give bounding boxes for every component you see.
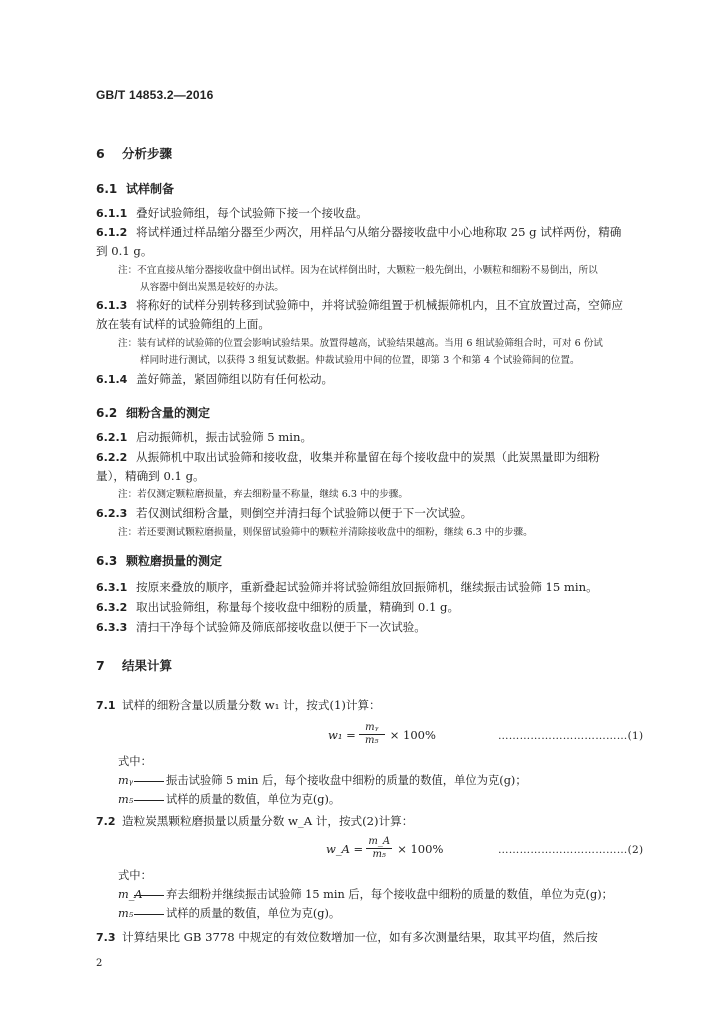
formula-lhs: w₁ =: [328, 727, 356, 742]
where-block-1: [118, 752, 527, 809]
note-line: 注：装有试样的试验筛的位置会影响试验结果。放置得越高，试验结果越高。当用 6 组试验筛组合时，可对 6 份试: [118, 338, 603, 349]
formula-numerator: mᵧ: [365, 722, 379, 733]
clause-text: 将试样通过样品缩分器至少两次，用样品勺从缩分器接收盘中小心地称取 25 g 试样两份，精确: [136, 225, 622, 239]
formula-denominator: m₅: [372, 849, 386, 860]
equation-number-1: ………………………………(1): [498, 730, 644, 742]
symbol: mᵧ: [118, 774, 133, 787]
definition-text: 试样的质量的数值，单位为克(g)。: [166, 907, 341, 920]
clause-number: 6.1.2: [96, 226, 128, 239]
clause-number: 7.3: [96, 931, 116, 944]
em-dash: [134, 781, 164, 782]
definition-line: [118, 771, 527, 790]
clause-7-2: [96, 812, 656, 831]
clause-text: 启动振筛机，振击试验筛 5 min。: [136, 430, 313, 444]
section-title: 颗粒磨损量的测定: [126, 554, 223, 568]
clause-number: 6.2.3: [96, 507, 128, 520]
clause-7-3: [96, 928, 656, 947]
symbol: m₅: [118, 907, 134, 920]
definition-line: [118, 885, 613, 904]
section-title: 分析步骤: [122, 146, 173, 161]
clause-text: 试样的细粉含量以质量分数 w₁ 计，按式(1)计算：: [122, 698, 381, 712]
where-label: 式中：: [118, 869, 152, 882]
section-7-heading: [96, 656, 172, 674]
definition-text: 振击试验筛 5 min 后，每个接收盘中细粉的质量的数值，单位为克(g)；: [166, 774, 527, 787]
clause-number: 7.2: [96, 815, 116, 828]
formula-lhs: w_A =: [326, 841, 364, 856]
note-line: 注：不宜直接从缩分器接收盘中倒出试样。因为在试样倒出时，大颗粒一般先倒出，小颗粒和细粉不易倒出，所以: [118, 265, 598, 276]
formula-2: [326, 836, 443, 861]
section-title: 细粉含量的测定: [126, 406, 211, 420]
section-number: 6: [96, 146, 105, 161]
clause-number: 6.3.1: [96, 581, 128, 594]
clause-6-2-3: [96, 504, 656, 523]
clause-6-3-1: [96, 578, 656, 597]
em-dash: [134, 800, 164, 801]
definition-line: [118, 904, 613, 923]
formula-tail: × 100%: [389, 727, 436, 742]
clause-text: 清扫干净每个试验筛及筛底部接收盘以便于下一次试验。: [136, 620, 426, 634]
note-6-2-2: [118, 486, 656, 503]
definition-line: [118, 790, 527, 809]
clause-number: 6.1.4: [96, 373, 128, 386]
em-dash: [134, 895, 164, 896]
section-6-1-heading: [96, 180, 174, 197]
section-number: 6.3: [96, 554, 118, 568]
clause-text: 若仅测试细粉含量，则倒空并清扫每个试验筛以便于下一次试验。: [136, 506, 473, 520]
section-6-3-heading: [96, 552, 222, 569]
where-block-2: [118, 866, 613, 923]
note-line: 样同时进行测试，以获得 3 组复试数据。仲裁试验用中间的位置，即第 3 个和第 4 个试验筛间的位置。: [140, 355, 580, 366]
note-6-1-3: [118, 335, 656, 369]
clause-text: 叠好试验筛组，每个试验筛下接一个接收盘。: [136, 206, 368, 220]
clause-number: 7.1: [96, 699, 116, 712]
clause-6-1-4: [96, 370, 656, 389]
definition-text: 弃去细粉并继续振击试验筛 15 min 后，每个接收盘中细粉的质量的数值，单位为克(g)；: [166, 888, 613, 901]
formula-1: [328, 722, 436, 747]
clause-number: 6.1.1: [96, 207, 128, 220]
formula-fraction: [359, 722, 385, 747]
formula-denominator: m₅: [365, 735, 379, 746]
clause-text-continued: 量），精确到 0.1 g。: [96, 469, 205, 483]
formula-tail: × 100%: [397, 841, 444, 856]
clause-text: 盖好筛盖，紧固筛组以防有任何松动。: [136, 372, 334, 386]
formula-fraction: [366, 836, 392, 861]
em-dash: [134, 914, 164, 915]
section-6-2-heading: [96, 404, 210, 421]
section-number: 7: [96, 658, 105, 673]
clause-6-1-1: [96, 204, 656, 223]
where-label: 式中：: [118, 755, 152, 768]
clause-6-3-2: [96, 598, 656, 617]
section-number: 6.1: [96, 182, 118, 196]
clause-6-2-1: [96, 428, 656, 447]
page-number: 2: [96, 958, 103, 969]
formula-numerator: m_A: [368, 836, 391, 847]
clause-6-2-2: [96, 448, 656, 486]
clause-number: 6.2.2: [96, 451, 128, 464]
standard-number: GB/T 14853.2—2016: [96, 88, 214, 102]
clause-number: 6.2.1: [96, 431, 128, 444]
section-number: 6.2: [96, 406, 118, 420]
clause-6-1-2: [96, 223, 656, 261]
symbol: m_A: [118, 888, 143, 901]
section-title: 结果计算: [122, 658, 173, 673]
section-6-heading: [96, 144, 172, 162]
definition-text: 试样的质量的数值，单位为克(g)。: [166, 793, 341, 806]
symbol: m₅: [118, 793, 134, 806]
clause-number: 6.3.2: [96, 601, 128, 614]
note-6-2-3: [118, 524, 656, 541]
clause-7-1: [96, 696, 656, 715]
clause-text: 取出试验筛组，称量每个接收盘中细粉的质量，精确到 0.1 g。: [136, 600, 460, 614]
clause-text: 按原来叠放的顺序，重新叠起试验筛并将试验筛组放回振筛机，继续振击试验筛 15 min。: [136, 580, 598, 594]
clause-text: 将称好的试样分别转移到试验筛中，并将试验筛组置于机械振筛机内，且不宜放置过高，空筛应: [136, 298, 623, 312]
clause-number: 6.3.3: [96, 621, 128, 634]
clause-6-3-3: [96, 618, 656, 637]
note-6-1-2: [118, 262, 656, 296]
clause-text-continued: 到 0.1 g。: [96, 244, 153, 258]
clause-text: 计算结果比 GB 3778 中规定的有效位数增加一位，如有多次测量结果，取其平均值，然后按: [122, 930, 598, 944]
note-line: 注：若还要测试颗粒磨损量，则保留试验筛中的颗粒并清除接收盘中的细粉，继续 6.3 中的步骤。: [118, 527, 533, 538]
note-line: 注：若仅测定颗粒磨损量，弃去细粉量不称量，继续 6.3 中的步骤。: [118, 489, 408, 500]
clause-number: 6.1.3: [96, 299, 128, 312]
clause-text-continued: 放在装有试样的试验筛组的上面。: [96, 317, 270, 331]
clause-text: 从振筛机中取出试验筛和接收盘，收集并称量留在每个接收盘中的炭黑（此炭黑量即为细粉: [136, 450, 600, 464]
note-line: 从容器中倒出炭黑是较好的办法。: [140, 282, 284, 293]
clause-text: 造粒炭黑颗粒磨损量以质量分数 w_A 计，按式(2)计算：: [122, 814, 414, 828]
clause-6-1-3: [96, 296, 656, 334]
section-title: 试样制备: [126, 182, 175, 196]
equation-number-2: ………………………………(2): [498, 844, 644, 856]
